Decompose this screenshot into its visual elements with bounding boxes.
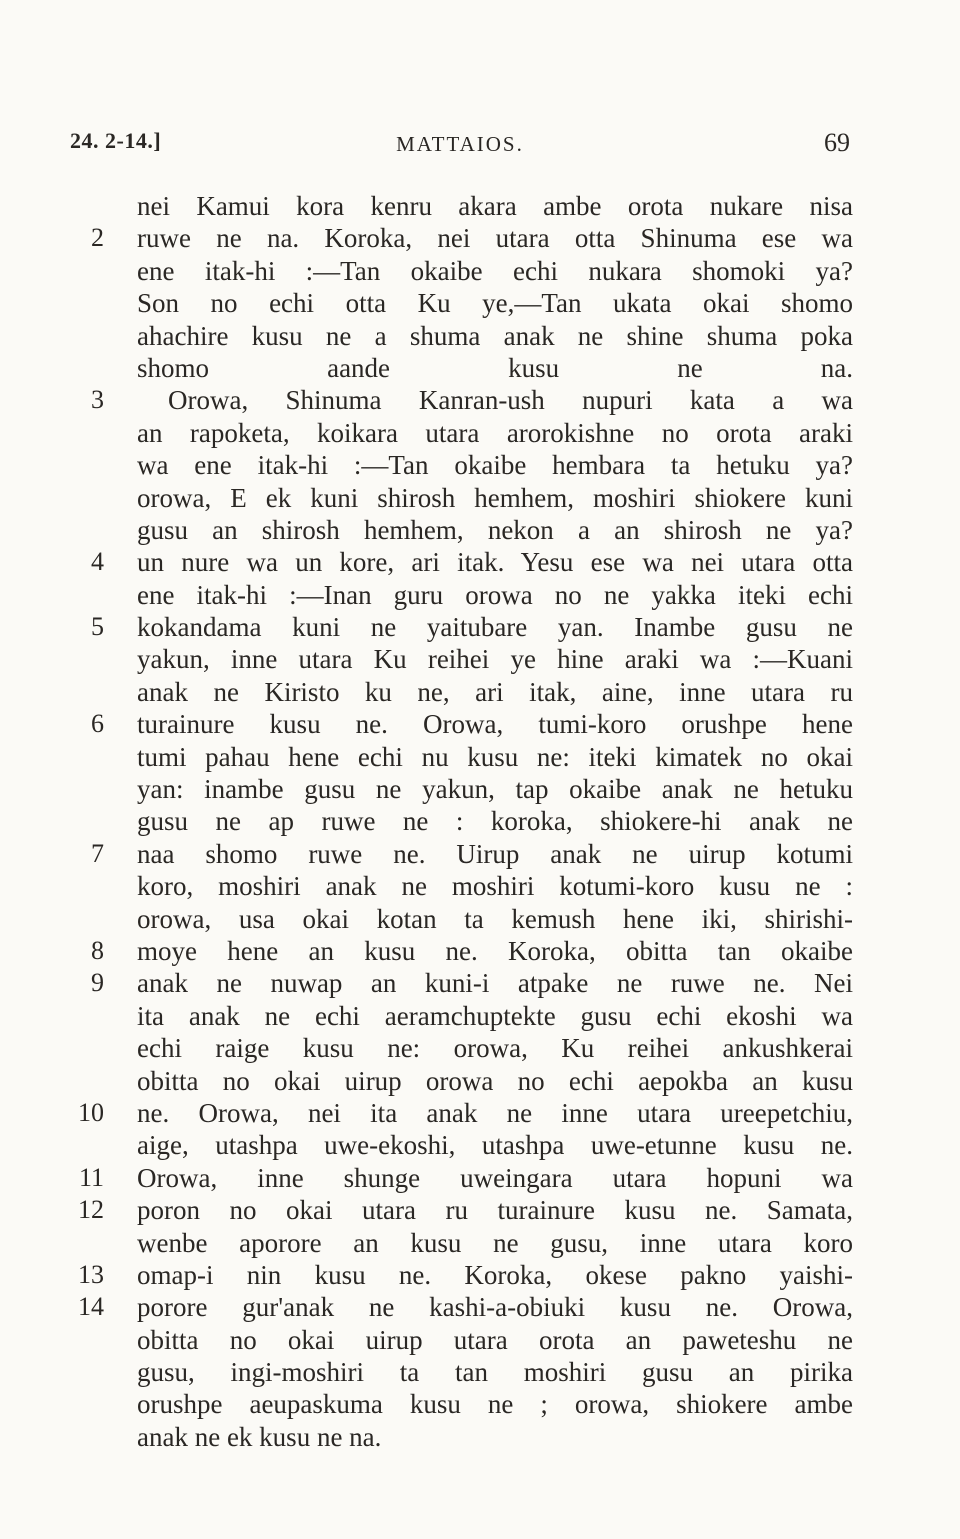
- text-line: [0, 514, 960, 546]
- text-line: [0, 967, 960, 999]
- text-line: [0, 1194, 960, 1226]
- text-line: [0, 287, 960, 319]
- line-text: poron no okai utara ru turainure kusu ne. Samata,: [137, 1195, 853, 1226]
- line-text: ene itak-hi :—Inan guru orowa no ne yakka iteki echi: [137, 579, 853, 610]
- book-title: MATTAIOS.: [396, 132, 524, 156]
- line-text: anak ne nuwap an kuni-i atpake ne ruwe ne. Nei: [137, 968, 853, 999]
- line-text: obitta no okai uirup utara orota an paweteshu ne: [137, 1324, 853, 1355]
- text-line: [0, 255, 960, 287]
- line-text: anak ne Kiristo ku ne, ari itak, aine, inne utara ru: [137, 676, 853, 707]
- line-text: gusu ne ap ruwe ne : koroka, shiokere-hi anak ne: [137, 806, 853, 837]
- text-line: [0, 1324, 960, 1356]
- line-text: Orowa, inne shunge uweingara utara hopuni wa: [137, 1162, 853, 1193]
- line-text: anak ne ek kusu ne na.: [137, 1421, 382, 1452]
- verse-number: 11: [78, 1162, 104, 1192]
- text-line: [0, 190, 960, 222]
- text-line: [0, 482, 960, 514]
- text-line: [0, 773, 960, 805]
- text-line: [0, 579, 960, 611]
- line-text: orowa, E ek kuni shirosh hemhem, moshiri shiokere kuni: [137, 482, 853, 513]
- line-text: naa shomo ruwe ne. Uirup anak ne uirup kotumi: [137, 838, 853, 869]
- line-text: omap-i nin kusu ne. Koroka, okese pakno yaishi-: [137, 1259, 853, 1290]
- text-line: [0, 1129, 960, 1161]
- line-text: orowa, usa okai kotan ta kemush hene iki, shirishi-: [137, 903, 853, 934]
- verse-number: 2: [91, 223, 104, 253]
- chapter-verse-reference: 24. 2-14.]: [70, 128, 162, 153]
- text-line: [0, 384, 960, 416]
- verse-number: 13: [78, 1259, 104, 1289]
- line-text: echi raige kusu ne: orowa, Ku reihei ankushkerai: [137, 1033, 853, 1064]
- text-line: [0, 1065, 960, 1097]
- text-line: [0, 1000, 960, 1032]
- line-text: ita anak ne echi aeramchuptekte gusu echi ekoshi wa: [137, 1000, 853, 1031]
- text-line: [0, 1032, 960, 1064]
- text-line: [0, 352, 960, 384]
- line-text: moye hene an kusu ne. Koroka, obitta tan okaibe: [137, 935, 853, 966]
- verse-number: 12: [78, 1195, 104, 1225]
- text-line: [0, 1291, 960, 1323]
- text-line: [0, 643, 960, 675]
- line-text: ene itak-hi :—Tan okaibe echi nukara shomoki ya?: [137, 255, 853, 286]
- text-line: [0, 741, 960, 773]
- line-text: Son no echi otta Ku ye,—Tan ukata okai shomo: [137, 288, 853, 319]
- text-line: [0, 1162, 960, 1194]
- text-line: [0, 1227, 960, 1259]
- text-line: [0, 222, 960, 254]
- running-head: [70, 128, 850, 158]
- text-line: [0, 805, 960, 837]
- line-text: turainure kusu ne. Orowa, tumi-koro orushpe hene: [137, 709, 853, 740]
- text-line: [0, 611, 960, 643]
- line-text: ne. Orowa, nei ita anak ne inne utara ureepetchiu,: [137, 1097, 853, 1128]
- line-text: wa ene itak-hi :—Tan okaibe hembara ta hetuku ya?: [137, 450, 853, 481]
- text-line: [0, 903, 960, 935]
- line-text: aige, utashpa uwe-ekoshi, utashpa uwe-etunne kusu ne.: [137, 1130, 853, 1161]
- text-line: [0, 1097, 960, 1129]
- line-text: ahachire kusu ne a shuma anak ne shine shuma poka: [137, 320, 853, 351]
- text-line: [0, 935, 960, 967]
- text-line: [0, 838, 960, 870]
- text-line: [0, 1388, 960, 1420]
- text-line: [0, 1259, 960, 1291]
- verse-number: 8: [91, 935, 104, 965]
- page-number: 69: [824, 128, 850, 157]
- text-line: [0, 320, 960, 352]
- line-text: gusu an shirosh hemhem, nekon a an shirosh ne ya?: [137, 514, 853, 545]
- line-text: an rapoketa, koikara utara arorokishne no orota araki: [137, 417, 853, 448]
- verse-number: 9: [91, 968, 104, 998]
- line-text: wenbe aporore an kusu ne gusu, inne utara koro: [137, 1227, 853, 1258]
- line-text: yan: inambe gusu ne yakun, tap okaibe anak ne hetuku: [137, 774, 853, 805]
- line-text: tumi pahau hene echi nu kusu ne: iteki kimatek no okai: [137, 741, 853, 772]
- verse-number: 14: [78, 1292, 104, 1322]
- line-text: un nure wa un kore, ari itak. Yesu ese wa nei utara otta: [137, 547, 853, 578]
- verse-number: 3: [91, 385, 104, 415]
- line-text: yakun, inne utara Ku reihei ye hine araki wa :—Kuani: [137, 644, 853, 675]
- line-text: koro, moshiri anak ne moshiri kotumi-koro kusu ne :: [137, 871, 853, 902]
- line-text: obitta no okai uirup orowa no echi aepokba an kusu: [137, 1065, 853, 1096]
- text-line: [0, 546, 960, 578]
- line-text: nei Kamui kora kenru akara ambe orota nukare nisa: [137, 191, 853, 221]
- text-line: [0, 676, 960, 708]
- verse-number: 5: [91, 612, 104, 642]
- verse-number: 6: [91, 709, 104, 739]
- text-line: [0, 1356, 960, 1388]
- verse-number: 10: [78, 1097, 104, 1127]
- line-text: orushpe aeupaskuma kusu ne ; orowa, shiokere ambe: [137, 1389, 853, 1420]
- text-line: [0, 449, 960, 481]
- line-text: gusu, ingi-moshiri ta tan moshiri gusu an pirika: [137, 1357, 853, 1388]
- text-line: [0, 708, 960, 740]
- line-text: ruwe ne na. Koroka, nei utara otta Shinuma ese wa: [137, 223, 853, 254]
- verse-number: 7: [91, 838, 104, 868]
- text-line: [0, 1421, 960, 1453]
- text-line: [0, 870, 960, 902]
- line-text: kokandama kuni ne yaitubare yan. Inambe gusu ne: [137, 612, 853, 643]
- verse-number: 4: [91, 547, 104, 577]
- line-text: porore gur'anak ne kashi-a-obiuki kusu ne. Orowa,: [137, 1292, 853, 1323]
- scripture-text: [0, 190, 960, 1453]
- text-line: [0, 417, 960, 449]
- line-text: shomo aande kusu ne na.: [137, 352, 853, 383]
- line-text: Orowa, Shinuma Kanran-ush nupuri kata a wa: [168, 385, 853, 416]
